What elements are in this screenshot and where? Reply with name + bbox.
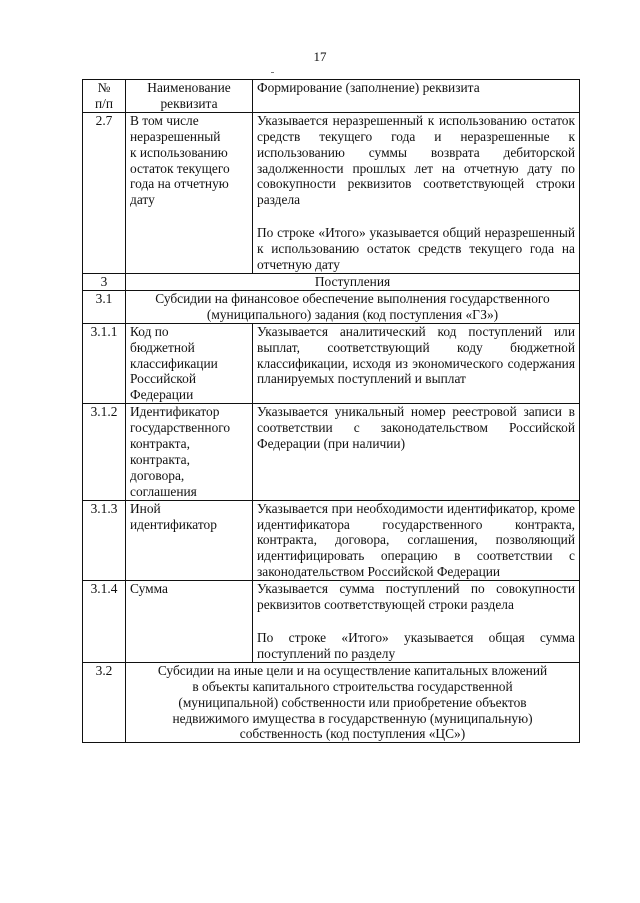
table-row-3	[83, 273, 580, 290]
name-line: контракта,	[130, 451, 190, 467]
name-line: Иной	[130, 500, 161, 516]
row-number: 3	[83, 273, 126, 290]
name-line: договора,	[130, 467, 185, 483]
header-number-line-1: №	[97, 80, 111, 95]
name-line: государственного	[130, 420, 231, 436]
header-number-line-2: п/п	[94, 95, 114, 111]
requisite-name	[126, 323, 253, 404]
total-paragraph: По строке «Итого» указывается общая сумма поступлений по разделу	[257, 630, 575, 661]
name-line: Федерации	[130, 387, 194, 403]
title-line: в объекты капитального строительства государственной	[192, 678, 513, 694]
header-formation: Формирование (заполнение) реквизита	[253, 80, 580, 113]
name-line: соглашения	[130, 483, 197, 499]
description-paragraph: Указывается неразрешенный к использованию остаток средств текущего года и неразрешенные к использованию суммы возврата дебиторской задолженности прошлых лет на отчетную дату по совокупности реквизитов соответствующей строки раздела	[257, 112, 575, 208]
row-number: 3.1.1	[83, 323, 126, 404]
table-row-3-1-1	[83, 323, 580, 404]
header-requisite-name	[126, 80, 253, 113]
row-number: 3.1.2	[83, 404, 126, 500]
requisite-name	[126, 112, 253, 273]
table-header-row	[83, 80, 580, 113]
table-row-3-2	[83, 662, 580, 743]
requisites-table	[82, 79, 580, 743]
row-number: 3.1.3	[83, 500, 126, 581]
header-number	[83, 80, 126, 113]
requisite-description: Указывается аналитический код поступлений или выплат, соответствующий коду бюджетной классификации, исходя из экономического содержания планируемых поступлений и выплат	[253, 323, 580, 404]
requisite-name	[126, 500, 253, 581]
name-line: года на отчетную	[130, 176, 229, 192]
name-line: идентификатор	[130, 516, 217, 532]
title-line: собственность (код поступления «ЦС»)	[239, 726, 466, 742]
row-number: 3.1	[83, 290, 126, 323]
header-name-line-2: реквизита	[160, 95, 218, 111]
requisite-description	[253, 581, 580, 663]
name-line: неразрешенный	[130, 128, 221, 144]
description-paragraph: Указывается сумма поступлений по совокупности реквизитов соответствующей строки раздела	[257, 581, 575, 613]
header-name-line-1: Наименование	[147, 80, 231, 95]
name-line: к использованию	[130, 144, 228, 160]
title-line: Субсидии на иные цели и на осуществление капитальных вложений	[157, 662, 548, 678]
table-row-3-1-2	[83, 404, 580, 500]
table-row-3-1	[83, 290, 580, 323]
page-number: 17	[313, 49, 327, 64]
title-line: (муниципальной) собственности или приобретение объектов	[178, 694, 527, 710]
requisite-description: Указывается при необходимости идентификатор, кроме идентификатора государственного контракта, контракта, договора, соглашения, позволяющий идентифицировать операцию в соответствии с законодательством Российской Федерации	[253, 500, 580, 581]
subsection-title	[126, 662, 580, 743]
name-line: дату	[130, 192, 155, 208]
name-line: Российской	[130, 371, 196, 387]
name-line: классификации	[130, 355, 218, 371]
requisite-description: Указывается уникальный номер реестровой записи в соответствии с законодательством Российской Федерации (при наличии)	[253, 404, 580, 500]
name-line: В том числе	[130, 112, 199, 128]
total-paragraph: По строке «Итого» указывается общий неразрешенный к использованию остаток средств текущего года на отчетную дату	[257, 225, 575, 273]
row-number: 3.2	[83, 662, 126, 743]
row-number: 2.7	[83, 112, 126, 273]
row-number: 3.1.4	[83, 581, 126, 663]
table-row-3-1-4	[83, 581, 580, 663]
title-line: недвижимого имущества в государственную (муниципальную)	[172, 710, 533, 726]
table-row-2-7	[83, 112, 580, 273]
name-line: остаток текущего	[130, 160, 230, 176]
section-title: Поступления	[126, 273, 580, 290]
name-line: контракта,	[130, 436, 190, 452]
scan-mark	[271, 72, 274, 73]
name-line: Код по	[130, 323, 169, 339]
requisite-name: Сумма	[126, 581, 253, 663]
table-row-3-1-3	[83, 500, 580, 581]
name-line: бюджетной	[130, 339, 195, 355]
name-line: Идентификатор	[130, 404, 220, 420]
subsection-title: Субсидии на финансовое обеспечение выполнения государственного (муниципального) задания (код поступления «ГЗ»)	[126, 290, 580, 323]
requisite-description	[253, 112, 580, 273]
requisite-name	[126, 404, 253, 500]
